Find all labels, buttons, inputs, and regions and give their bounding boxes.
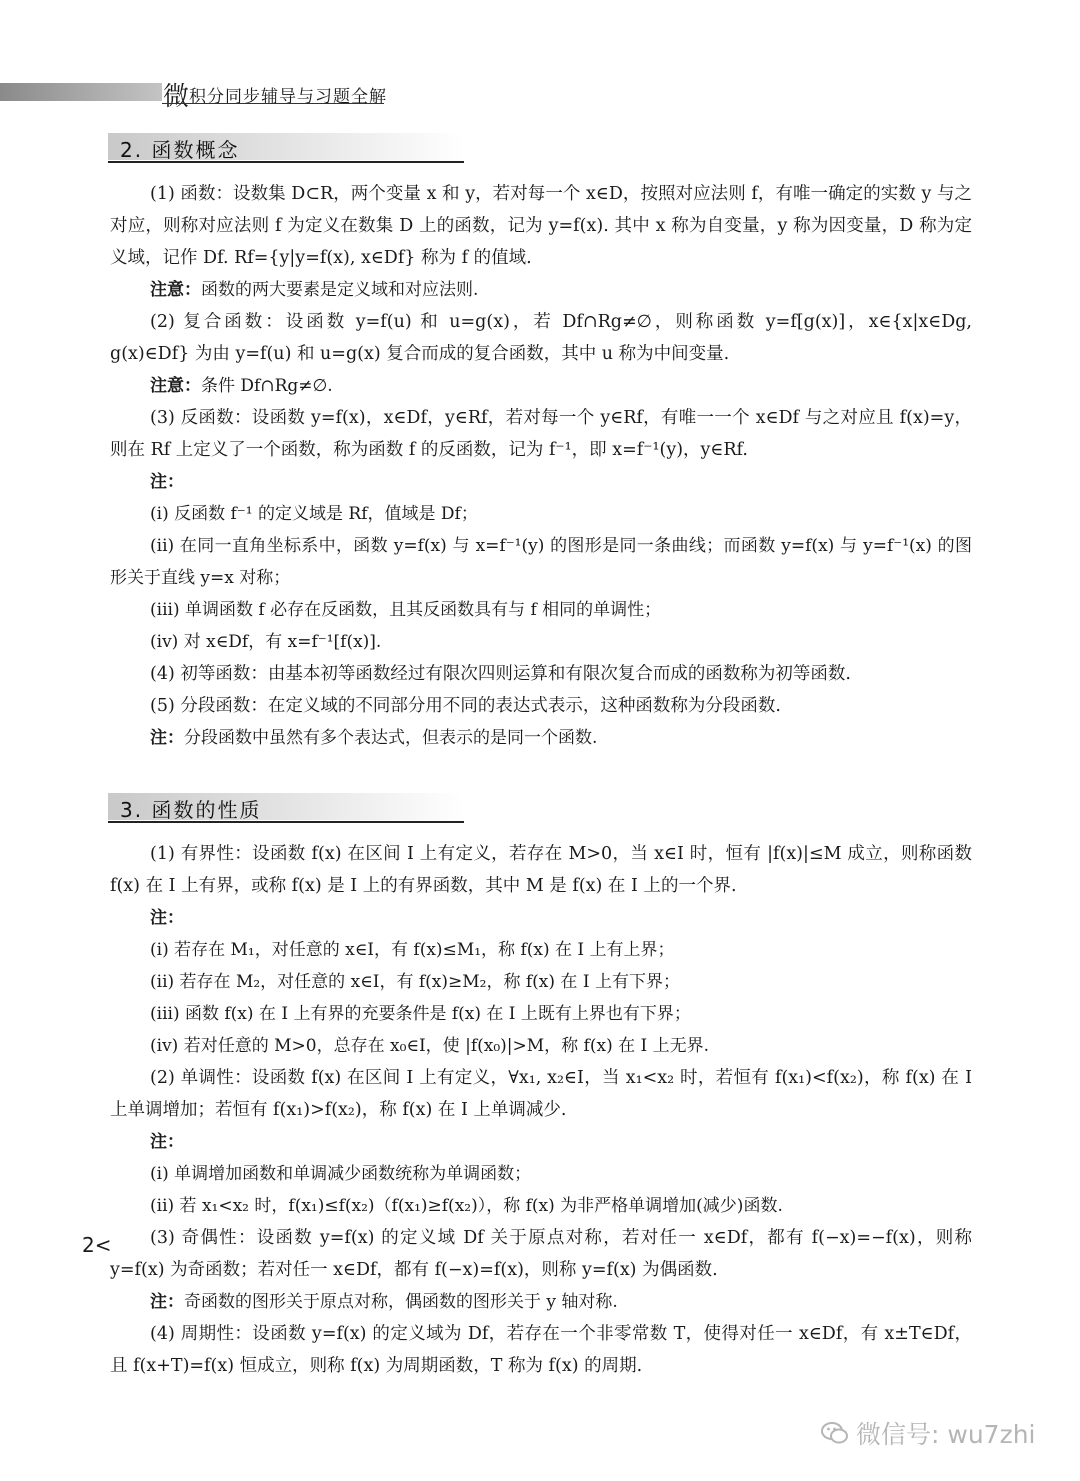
section-heading-3: [108, 793, 464, 823]
note-item: (iv) 对 x∈Df，有 x=f⁻¹[f(x)].: [150, 632, 382, 652]
note-item: (iv) 若对任意的 M>0，总存在 x₀∈I，使 |f(x₀)|>M，称 f(x) 在 I 上无界.: [150, 1036, 710, 1056]
watermark: [820, 1415, 1035, 1452]
note-label: 注：: [150, 1132, 184, 1152]
note-item: (iii) 函数 f(x) 在 I 上有界的充要条件是 f(x) 在 I 上既有上界也有下界；: [150, 1004, 691, 1024]
note-item: (i) 若存在 M₁，对任意的 x∈I，有 f(x)≤M₁，称 f(x) 在 I 上有上界；: [150, 940, 675, 960]
paragraph-bounded: (1) 有界性：设函数 f(x) 在区间 I 上有定义，若存在 M>0，当 x∈I 时，恒有 |f(x)|≤M 成立，则称函数 f(x) 在 I 上有界，或称 f(x) 是 I 上的有界函数，其中 M 是 f(x) 在 I 上的一个界.: [110, 844, 972, 896]
paragraph-periodic: (4) 周期性：设函数 y=f(x) 的定义域为 Df，若存在一个非零常数 T，使得对任一 x∈Df，有 x±T∈Df，且 f(x+T)=f(x) 恒成立，则称 f(x) 为周期函数，T 称为 f(x) 的周期.: [110, 1324, 972, 1376]
section-heading-2: [108, 133, 464, 163]
paragraph-elementary: (4) 初等函数：由基本初等函数经过有限次四则运算和有限次复合而成的函数称为初等函数.: [150, 664, 851, 684]
watermark-text: 微信号: wu7zhi: [856, 1420, 1036, 1449]
section-title: 3. 函数的性质: [120, 798, 262, 822]
page-number: 2<: [82, 1233, 112, 1257]
note-piecewise: 注：分段函数中虽然有多个表达式，但表示的是同一个函数.: [150, 728, 598, 748]
paragraph-inverse: (3) 反函数：设函数 y=f(x)，x∈Df，y∈Rf，若对每一个 y∈Rf，有唯一一个 x∈Df 与之对应且 f(x)=y，则在 Rf 上定义了一个函数，称为函数 f 的反函数，记为 f⁻¹，即 x=f⁻¹(y)，y∈Rf.: [110, 408, 972, 460]
note-label: 注：: [150, 908, 184, 928]
section-title: 2. 函数概念: [120, 138, 240, 162]
header-title-text: 积分同步辅导与习题全解: [189, 87, 388, 107]
paragraph-composite: (2) 复合函数：设函数 y=f(u) 和 u=g(x)，若 Df∩Rg≠∅，则称函数 y=f[g(x)]，x∈{x|x∈Dg, g(x)∈Df} 为由 y=f(u) 和 u=g(x) 复合而成的复合函数，其中 u 称为中间变量.: [110, 312, 972, 364]
note-item: (ii) 若存在 M₂，对任意的 x∈I，有 f(x)≥M₂，称 f(x) 在 I 上有下界；: [150, 972, 680, 992]
header-bar: [0, 83, 162, 101]
paragraph-piecewise: (5) 分段函数：在定义域的不同部分用不同的表达式表示，这种函数称为分段函数.: [150, 696, 781, 716]
note-label: 注：: [150, 472, 184, 492]
note-item: (ii) 在同一直角坐标系中，函数 y=f(x) 与 x=f⁻¹(y) 的图形是同一条曲线；而函数 y=f(x) 与 y=f⁻¹(x) 的图形关于直线 y=x 对称；: [110, 536, 972, 588]
note-item: (i) 反函数 f⁻¹ 的定义域是 Rf，值域是 Df；: [150, 504, 478, 524]
header-rule: [162, 103, 384, 104]
note-item: (ii) 若 x₁<x₂ 时，f(x₁)≤f(x₂)（f(x₁)≥f(x₂)），称 f(x) 为非严格单调增加(减少)函数.: [150, 1196, 783, 1216]
note-item: (i) 单调增加函数和单调减少函数统称为单调函数；: [150, 1164, 532, 1184]
paragraph-monotone: (2) 单调性：设函数 f(x) 在区间 I 上有定义，∀x₁, x₂∈I，当 x₁<x₂ 时，若恒有 f(x₁)<f(x₂)，称 f(x) 在 I 上单调增加；若恒有 f(x₁)>f(x₂)，称 f(x) 在 I 上单调减少.: [110, 1068, 972, 1120]
running-header: [163, 76, 387, 113]
paragraph-parity: (3) 奇偶性：设函数 y=f(x) 的定义域 Df 关于原点对称，若对任一 x∈Df，都有 f(−x)=−f(x)，则称 y=f(x) 为奇函数；若对任一 x∈Df，都有 f(−x)=f(x)，则称 y=f(x) 为偶函数.: [110, 1228, 972, 1280]
paragraph-function-def: (1) 函数：设数集 D⊂R，两个变量 x 和 y，若对每一个 x∈D，按照对应法则 f，有唯一确定的实数 y 与之对应，则称对应法则 f 为定义在数集 D 上的函数，记为 y=f(x). 其中 x 称为自变量，y 称为因变量，D 称为定义域，记作 Df. Rf={y|y=f(x), x∈Df} 称为 f 的值域.: [110, 184, 972, 268]
wechat-icon: [820, 1420, 850, 1452]
note-function-elements: 注意：函数的两大要素是定义域和对应法则.: [150, 280, 479, 300]
header-char: 微: [163, 82, 190, 112]
note-parity: 注：奇函数的图形关于原点对称，偶函数的图形关于 y 轴对称.: [150, 1292, 618, 1312]
note-item: (iii) 单调函数 f 必存在反函数，且其反函数具有与 f 相同的单调性；: [150, 600, 662, 620]
note-composite: 注意：条件 Df∩Rg≠∅.: [150, 376, 333, 396]
